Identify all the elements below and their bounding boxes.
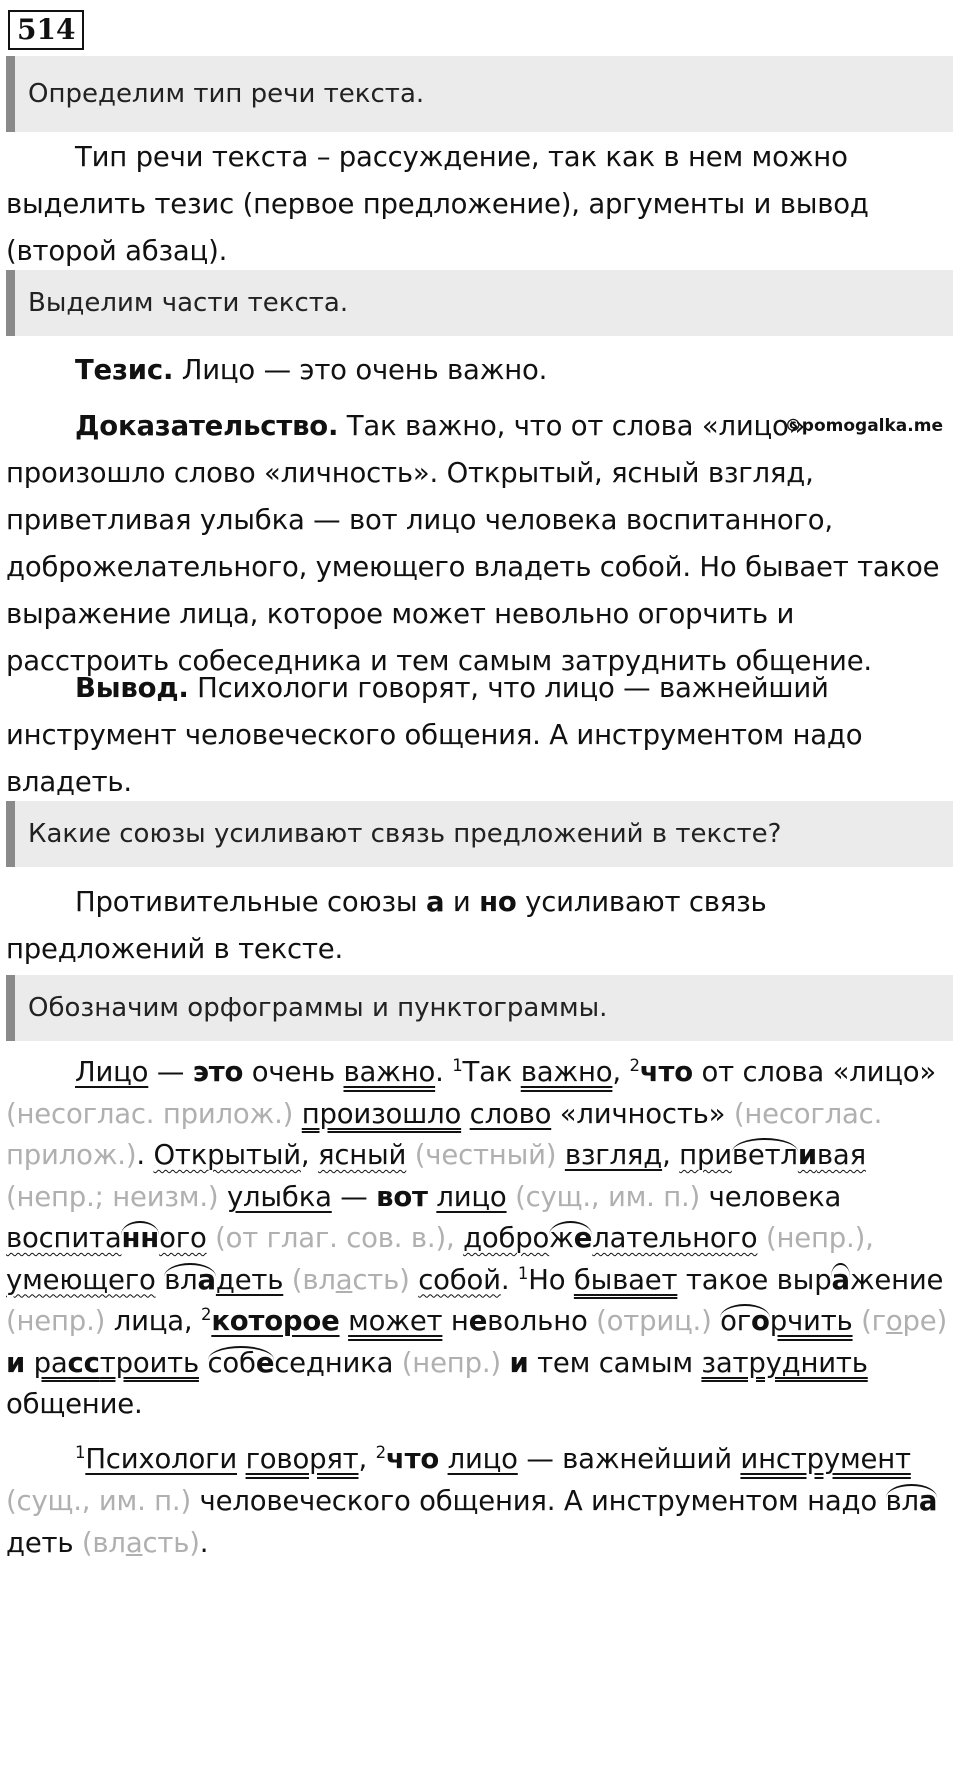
word-vospitannogo — [6, 1222, 207, 1254]
grammar-note: (непр.; неизм.) — [6, 1180, 227, 1213]
text: Так — [462, 1056, 521, 1088]
text: троить — [99, 1346, 199, 1379]
text — [237, 1443, 246, 1475]
orthogram-letter: е — [468, 1305, 488, 1337]
word-kotoroe: которое — [211, 1305, 340, 1337]
word-chto-2: что — [385, 1443, 440, 1475]
grammar-note: (несоглас. прилож.) — [6, 1097, 883, 1171]
text: добро — [463, 1222, 550, 1254]
grammar-note: (честный) — [406, 1139, 565, 1171]
word-slovo: слово — [469, 1097, 552, 1130]
proof-text: Так важно, что от слова «лицо» произошло слово «личность». Открытый, ясный взгляд, приветливая улыбка — вот лицо человека воспитанного, доброжелательного, умеющего владеть собой. Но бывает такое выражение лица, которое может невольно огорчить и расстроить собеседника и тем самым затруднить общение. — [6, 410, 940, 677]
text: — — [331, 1180, 377, 1213]
root-arc — [720, 1304, 770, 1336]
grammar-note — [283, 1264, 409, 1296]
text — [439, 1443, 448, 1475]
conj-no: но — [479, 886, 517, 918]
text: деть — [6, 1527, 74, 1559]
task-number: 514 — [8, 10, 84, 50]
word-lico-3: лицо — [447, 1443, 518, 1475]
word-vazhno: важно — [343, 1056, 436, 1088]
text: ог — [720, 1305, 752, 1337]
text: выр — [776, 1263, 832, 1296]
word-byvaet: бывает — [573, 1263, 678, 1296]
word-vzglyad: взгляд — [564, 1139, 663, 1171]
conj-text-2: и — [444, 886, 480, 918]
text: лательного — [592, 1222, 758, 1254]
text: , — [358, 1443, 376, 1475]
text: (г — [852, 1305, 886, 1337]
speech-type-text: Тип речи текста – рассуждение, так как в нем можно выделить тезис (первое предложение), аргументы и вывод (второй абзац). — [6, 141, 869, 267]
grammar-note: (непр.) — [393, 1346, 510, 1379]
text: ого — [159, 1222, 207, 1254]
section-header-orthograms: Обозначим орфограммы и пунктограммы. — [6, 975, 953, 1041]
text: , — [300, 1139, 318, 1171]
conclusion-label: Вывод. — [75, 672, 189, 704]
proof-paragraph — [6, 403, 951, 685]
text: о — [885, 1305, 903, 1337]
sentence-marker: 1 — [452, 1056, 463, 1076]
analysis-paragraph-1 — [6, 1052, 951, 1426]
proof-label: Доказательство. — [75, 410, 339, 442]
word-chto: что — [639, 1056, 693, 1088]
root-arc — [208, 1346, 275, 1378]
word-dobrozhelatelnogo — [463, 1222, 757, 1254]
root-arc: ветл — [731, 1139, 798, 1171]
text: а — [335, 1263, 353, 1296]
orthogram-letter: а — [831, 1263, 850, 1296]
text: соб — [207, 1346, 256, 1379]
conj-a: а — [425, 886, 445, 918]
grammar-note: (отриц.) — [587, 1305, 721, 1337]
text: ж — [549, 1222, 574, 1254]
text: тем самым — [528, 1346, 702, 1379]
text: вая — [816, 1139, 866, 1171]
orthogram-letter: о — [751, 1305, 770, 1337]
word-i: и — [6, 1346, 26, 1379]
text: сть) — [142, 1527, 200, 1559]
text: — важнейший — [517, 1443, 741, 1475]
word-eto: это — [192, 1056, 244, 1088]
word-sobesednika — [208, 1347, 394, 1379]
conclusion-paragraph — [6, 665, 951, 806]
root-arc — [164, 1263, 216, 1295]
text: вольно — [487, 1305, 588, 1337]
word-umeyushego: умеющего — [6, 1263, 156, 1296]
orthogram-letter: нн — [121, 1222, 160, 1254]
grammar-note — [73, 1527, 199, 1559]
word-proizoshlo: произошло — [301, 1097, 462, 1130]
text: (вл — [73, 1527, 126, 1559]
grammar-note: (сущ., им. п.) — [506, 1180, 709, 1213]
word-vot: вот — [376, 1180, 428, 1213]
text: ре) — [902, 1305, 948, 1337]
word-vyrazhenie — [777, 1264, 944, 1296]
text: Но — [528, 1263, 574, 1296]
text: воспита — [6, 1222, 122, 1254]
text: . — [500, 1263, 518, 1296]
text: — — [148, 1056, 193, 1088]
text: , — [183, 1305, 202, 1337]
text: сть) — [352, 1263, 410, 1296]
word-ogorchit — [720, 1305, 852, 1337]
text: седника — [274, 1346, 394, 1379]
grammar-note: (непр.), — [757, 1222, 874, 1254]
conj-text-1: Противительные союзы — [75, 886, 426, 918]
text: человеческого общения. А инструментом надо — [199, 1485, 886, 1517]
grammar-note: (сущ., им. п.) — [6, 1485, 200, 1517]
orthogram-letter: е — [255, 1346, 275, 1379]
conj-text-3: усиливают связь предложений в тексте. — [6, 886, 767, 965]
text: н — [442, 1305, 469, 1337]
watermark: ©pomogalka.me — [784, 416, 943, 436]
text: общение. — [6, 1388, 143, 1420]
conclusion-text: Психологи говорят, что лицо — важнейший инструмент человеческого общения. А инструментом надо владеть. — [6, 672, 863, 798]
text: при — [679, 1139, 732, 1171]
text: жение — [849, 1263, 944, 1296]
text: вл — [885, 1485, 919, 1517]
word-lica: лица — [113, 1305, 184, 1337]
thesis-label: Тезис. — [75, 354, 174, 386]
text: такое — [677, 1263, 777, 1296]
sentence-marker: 2 — [629, 1056, 640, 1076]
text: человека — [708, 1180, 842, 1213]
grammar-note — [853, 1305, 947, 1337]
sentence-marker: 2 — [375, 1443, 386, 1463]
orthogram-letter: сс — [67, 1346, 100, 1379]
word-lico: Лицо — [75, 1056, 149, 1088]
orthogram-letter: а — [197, 1263, 216, 1296]
word-rasstroit — [34, 1347, 199, 1379]
root-arc — [886, 1484, 938, 1516]
text: . — [435, 1056, 453, 1088]
section-header-text-parts: Выделим части текста. — [6, 270, 953, 336]
orthogram-letter: и — [797, 1139, 817, 1171]
word-soboi: собой — [418, 1263, 501, 1296]
sentence-marker: 2 — [201, 1305, 212, 1325]
text: а — [125, 1527, 143, 1559]
word-privetlivaya — [679, 1139, 866, 1171]
text: «личность» — [551, 1097, 734, 1130]
text: очень — [243, 1056, 344, 1088]
orthogram-letter: а — [918, 1485, 938, 1517]
text: деть — [215, 1263, 284, 1296]
word-lico-2: лицо — [436, 1180, 507, 1213]
text: рчить — [769, 1305, 853, 1337]
word-govoryat: говорят — [245, 1443, 359, 1475]
word-i-2: и — [509, 1346, 529, 1379]
root-arc — [549, 1221, 592, 1253]
conjunctions-paragraph — [6, 879, 951, 973]
analysis-paragraph-2 — [6, 1438, 951, 1564]
word-zatrudnit: затруднить — [701, 1346, 868, 1379]
text: (вл — [283, 1263, 336, 1296]
sentence-marker: 1 — [517, 1263, 529, 1283]
text: , — [662, 1139, 671, 1171]
text: ра — [33, 1346, 68, 1379]
word-vladet — [164, 1264, 283, 1296]
word-vazhno-2: важно — [520, 1056, 613, 1088]
orthogram-letter: е — [573, 1222, 593, 1254]
grammar-note: (непр.) — [6, 1305, 114, 1337]
grammar-note: (от глаг. сов. в.), — [206, 1222, 455, 1254]
text: вл — [164, 1263, 198, 1296]
word-ulybka: улыбка — [226, 1180, 332, 1213]
word-instrument: инструмент — [740, 1443, 911, 1475]
word-psihologi: Психологи — [85, 1443, 238, 1475]
word-yasnyi: ясный — [318, 1139, 407, 1171]
grammar-note: (несоглас. прилож.) — [6, 1097, 294, 1130]
word-otkrytyi: Открытый — [153, 1139, 301, 1171]
sentence-marker: 1 — [75, 1443, 86, 1463]
text: , — [612, 1056, 630, 1088]
thesis-paragraph — [6, 347, 951, 394]
text: от слова «лицо» — [692, 1056, 937, 1088]
speech-type-paragraph — [6, 134, 951, 275]
word-mozhet: может — [348, 1305, 443, 1337]
section-header-speech-type: Определим тип речи текста. — [6, 56, 953, 132]
thesis-text: Лицо — это очень важно. — [173, 354, 548, 386]
text: . — [199, 1527, 209, 1559]
text: . — [136, 1139, 154, 1171]
section-header-conjunctions: Какие союзы усиливают связь предложений в тексте? — [6, 801, 953, 867]
